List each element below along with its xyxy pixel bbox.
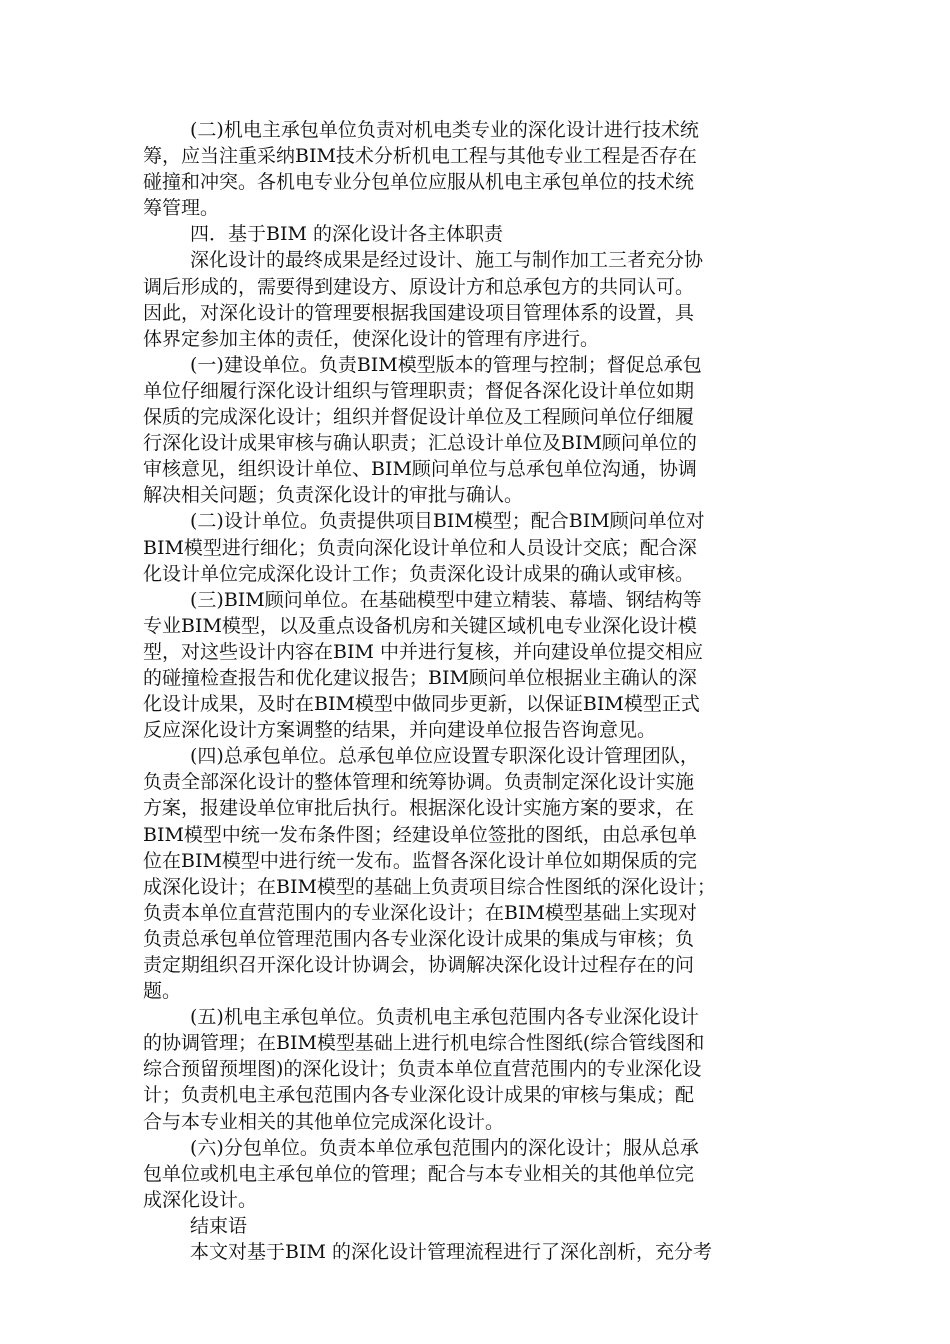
text-line: BIM模型进行细化；负责向深化设计单位和人员设计交底；配合深 — [143, 536, 697, 559]
text-line: (二)机电主承包单位负责对机电类专业的深化设计进行技术统 — [190, 119, 699, 141]
text-line: 筹管理。 — [143, 197, 220, 220]
paragraph — [143, 352, 807, 509]
text-line: 负责本单位直营范围内的专业深化设计；在BIM模型基础上实现对 — [143, 901, 697, 924]
text-line: 解决相关问题；负责深化设计的审批与确认。 — [143, 484, 524, 507]
paragraph — [143, 743, 807, 1004]
text-line: 型，对这些设计内容在BIM 中并进行复核，并向建设单位提交相应 — [143, 640, 703, 663]
text-line: 反应深化设计方案调整的结果，并向建设单位报告咨询意见。 — [143, 719, 657, 742]
text-line: (二)设计单位。负责提供项目BIM模型；配合BIM顾问单位对 — [190, 510, 705, 533]
heading-line: 四．基于BIM 的深化设计各主体职责 — [190, 223, 503, 246]
text-line: 调后形成的，需要得到建设方、原设计方和总承包方的共同认可。 — [143, 275, 695, 298]
text-line: 负责全部深化设计的整体管理和统筹协调。负责制定深化设计实施 — [143, 771, 695, 794]
text-line: 成深化设计。 — [143, 1188, 258, 1211]
text-line: 题。 — [143, 980, 182, 1003]
text-line: (一)建设单位。负责BIM模型版本的管理与控制；督促总承包 — [190, 353, 702, 376]
text-line: 成深化设计；在BIM模型的基础上负责项目综合性图纸的深化设计； — [143, 875, 716, 898]
text-line: 责定期组织召开深化设计协调会，协调解决深化设计过程存在的问 — [143, 954, 695, 976]
text-line: 包单位或机电主承包单位的管理；配合与本专业相关的其他单位完 — [143, 1162, 695, 1185]
text-line: 体界定参加主体的责任，使深化设计的管理有序进行。 — [143, 327, 600, 350]
text-line: 单位仔细履行深化设计组织与管理职责；督促各深化设计单位如期 — [143, 379, 695, 402]
paragraph — [143, 117, 807, 221]
text-line: (三)BIM顾问单位。在基础模型中建立精装、幕墙、钢结构等 — [190, 588, 702, 611]
text-line: 方案，报建设单位审批后执行。根据深化设计实施方案的要求，在 — [143, 797, 695, 820]
paragraph — [143, 508, 807, 586]
text-line: 筹，应当注重采纳BIM技术分析机电工程与其他专业工程是否存在 — [143, 145, 697, 168]
text-line: 深化设计的最终成果是经过设计、施工与制作加工三者充分协 — [190, 249, 704, 272]
text-line: 计；负责机电主承包范围内各专业深化设计成果的审核与集成；配 — [143, 1084, 695, 1107]
text-line: 行深化设计成果审核与确认职责；汇总设计单位及BIM顾问单位的 — [143, 432, 697, 455]
text-line: 化设计单位完成深化设计工作；负责深化设计成果的确认或审核。 — [143, 562, 695, 585]
text-line: 碰撞和冲突。各机电专业分包单位应服从机电主承包单位的技术统 — [143, 171, 695, 194]
paragraph — [143, 1239, 807, 1265]
text-line: 专业BIM模型，以及重点设备机房和关键区域机电专业深化设计模 — [143, 614, 697, 637]
text-line: 保质的完成深化设计；组织并督促设计单位及工程顾问单位仔细履 — [143, 406, 695, 429]
text-line: 的协调管理；在BIM模型基础上进行机电综合性图纸(综合管线图和 — [143, 1032, 705, 1055]
section-heading — [143, 221, 807, 247]
text-line: BIM模型中统一发布条件图；经建设单位签批的图纸，由总承包单 — [143, 823, 697, 846]
heading-line: 结束语 — [190, 1214, 248, 1237]
paragraph — [143, 587, 807, 744]
text-line: 审核意见，组织设计单位、BIM顾问单位与总承包单位沟通，协调 — [143, 458, 697, 481]
text-line: (五)机电主承包单位。负责机电主承包范围内各专业深化设计 — [190, 1006, 699, 1029]
text-line: 本文对基于BIM 的深化设计管理流程进行了深化剖析，充分考 — [190, 1241, 712, 1264]
paragraph — [143, 247, 807, 351]
text-line: (六)分包单位。负责本单位承包范围内的深化设计；服从总承 — [190, 1136, 699, 1159]
paragraph — [143, 1135, 807, 1213]
text-line: (四)总承包单位。总承包单位应设置专职深化设计管理团队， — [190, 745, 699, 768]
document-body — [143, 117, 807, 1265]
text-line: 合与本专业相关的其他单位完成深化设计。 — [143, 1110, 505, 1133]
section-heading — [143, 1213, 807, 1239]
text-line: 综合预留预埋图)的深化设计；负责本单位直营范围内的专业深化设 — [143, 1058, 702, 1081]
paragraph — [143, 1004, 807, 1134]
text-line: 负责总承包单位管理范围内各专业深化设计成果的集成与审核；负 — [143, 927, 695, 950]
text-line: 的碰撞检查报告和优化建议报告；BIM顾问单位根据业主确认的深 — [143, 666, 697, 689]
text-line: 化设计成果，及时在BIM模型中做同步更新，以保证BIM模型正式 — [143, 693, 700, 716]
text-line: 位在BIM模型中进行统一发布。监督各深化设计单位如期保质的完 — [143, 849, 697, 872]
text-line: 因此，对深化设计的管理要根据我国建设项目管理体系的设置，具 — [143, 301, 695, 324]
